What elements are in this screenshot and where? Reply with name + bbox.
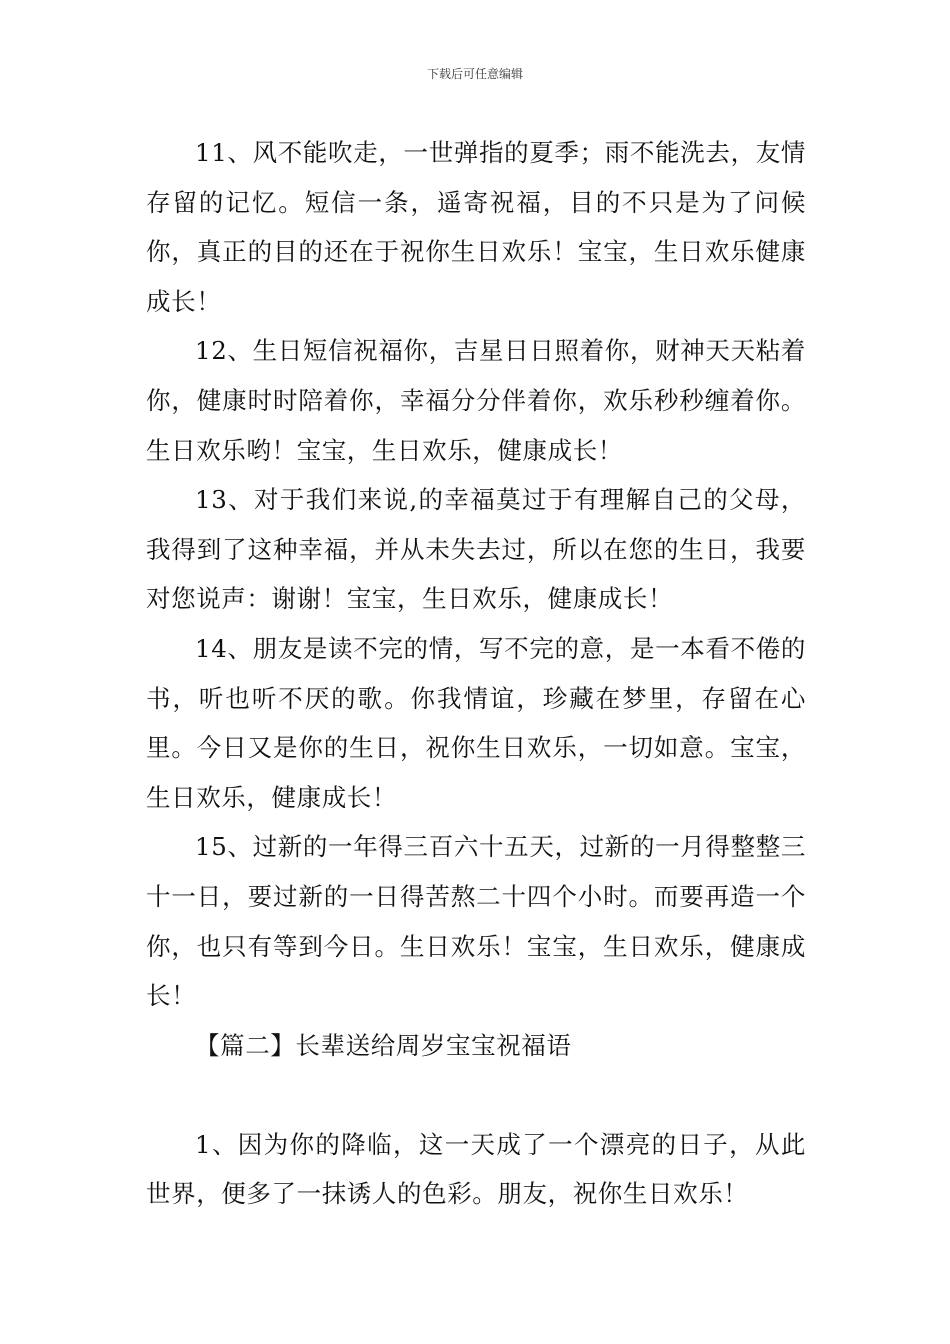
header-note: 下载后可任意编辑 [426,67,523,81]
paragraph-12: 12、生日短信祝福你，吉星日日照着你，财神天天粘着你，健康时时陪着你，幸福分分伴着你，欢乐秒秒缠着你。生日欢乐哟！宝宝，生日欢乐，健康成长！ [146,336,806,465]
document-body [146,128,806,1219]
paragraph-11: 11、风不能吹走，一世弹指的夏季；雨不能洗去，友情存留的记忆。短信一条，遥寄祝福，目的不只是为了问候你，真正的目的还在于祝你生日欢乐！宝宝，生日欢乐健康成长！ [146,138,806,316]
paragraph-14: 14、朋友是读不完的情，写不完的意，是一本看不倦的书，听也听不厌的歌。你我情谊，珍藏在梦里，存留在心里。今日又是你的生日，祝你生日欢乐，一切如意。宝宝，生日欢乐，健康成长！ [146,633,806,812]
paragraph-b-1: 1、因为你的降临，这一天成了一个漂亮的日子，从此世界，便多了一抹诱人的色彩。朋友，祝你生日欢乐！ [146,1129,806,1209]
section-heading: 【篇二】长辈送给周岁宝宝祝福语 [195,1030,572,1060]
blank-line [146,1070,806,1120]
paragraph-13: 13、对于我们来说,的幸福莫过于有理解自己的父母，我得到了这种幸福，并从未失去过，所以在您的生日，我要对您说声：谢谢！宝宝，生日欢乐，健康成长！ [146,485,806,614]
paragraph-15: 15、过新的一年得三百六十五天，过新的一月得整整三十一日，要过新的一日得苦熬二十四个小时。而要再造一个你，也只有等到今日。生日欢乐！宝宝，生日欢乐，健康成长！ [146,832,806,1011]
